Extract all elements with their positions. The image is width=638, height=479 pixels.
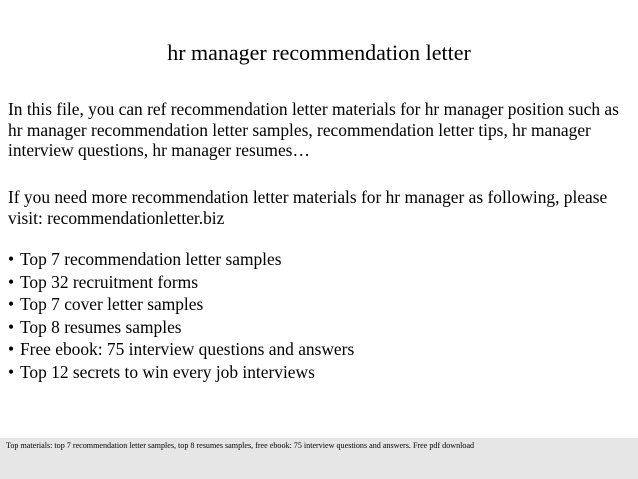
page-title: hr manager recommendation letter bbox=[167, 40, 471, 65]
footer-text: Top materials: top 7 recommendation letter samples, top 8 resumes samples, free ebook: 75 interview questions and answers. Free pdf download bbox=[6, 441, 475, 450]
more-line: If you need more recommendation letter materials for hr manager as following, please bbox=[8, 187, 608, 207]
bullet-icon: • bbox=[8, 361, 15, 382]
bullet-icon: • bbox=[8, 339, 15, 360]
footer-bar bbox=[0, 438, 638, 479]
bullet-icon: • bbox=[8, 249, 15, 269]
intro-line: interview questions, hr manager resumes… bbox=[8, 140, 310, 160]
more-line: visit: recommendationletter.biz bbox=[8, 207, 225, 228]
list-item-label: Top 12 secrets to win every job interviews bbox=[20, 361, 315, 382]
list-item bbox=[8, 316, 632, 339]
materials-list bbox=[8, 248, 632, 384]
intro-paragraph bbox=[8, 99, 632, 161]
list-item-label: Top 32 recruitment forms bbox=[20, 271, 198, 292]
list-item-label: Top 7 cover letter samples bbox=[20, 294, 204, 315]
list-item bbox=[8, 271, 632, 294]
list-item bbox=[8, 361, 632, 384]
list-item-label: Free ebook: 75 interview questions and answers bbox=[20, 339, 355, 360]
more-materials-paragraph bbox=[8, 187, 632, 228]
bullet-icon: • bbox=[8, 316, 15, 337]
list-item-label: Top 8 resumes samples bbox=[20, 316, 182, 337]
list-item-label: Top 7 recommendation letter samples bbox=[20, 249, 282, 269]
list-item bbox=[8, 338, 632, 361]
list-item bbox=[8, 293, 632, 316]
list-item bbox=[8, 248, 632, 271]
intro-line: hr manager recommendation letter samples, recommendation letter tips, hr manager bbox=[8, 119, 591, 140]
intro-line: In this file, you can ref recommendation letter materials for hr manager position such as bbox=[8, 99, 619, 119]
bullet-icon: • bbox=[8, 271, 15, 292]
bullet-icon: • bbox=[8, 294, 15, 315]
